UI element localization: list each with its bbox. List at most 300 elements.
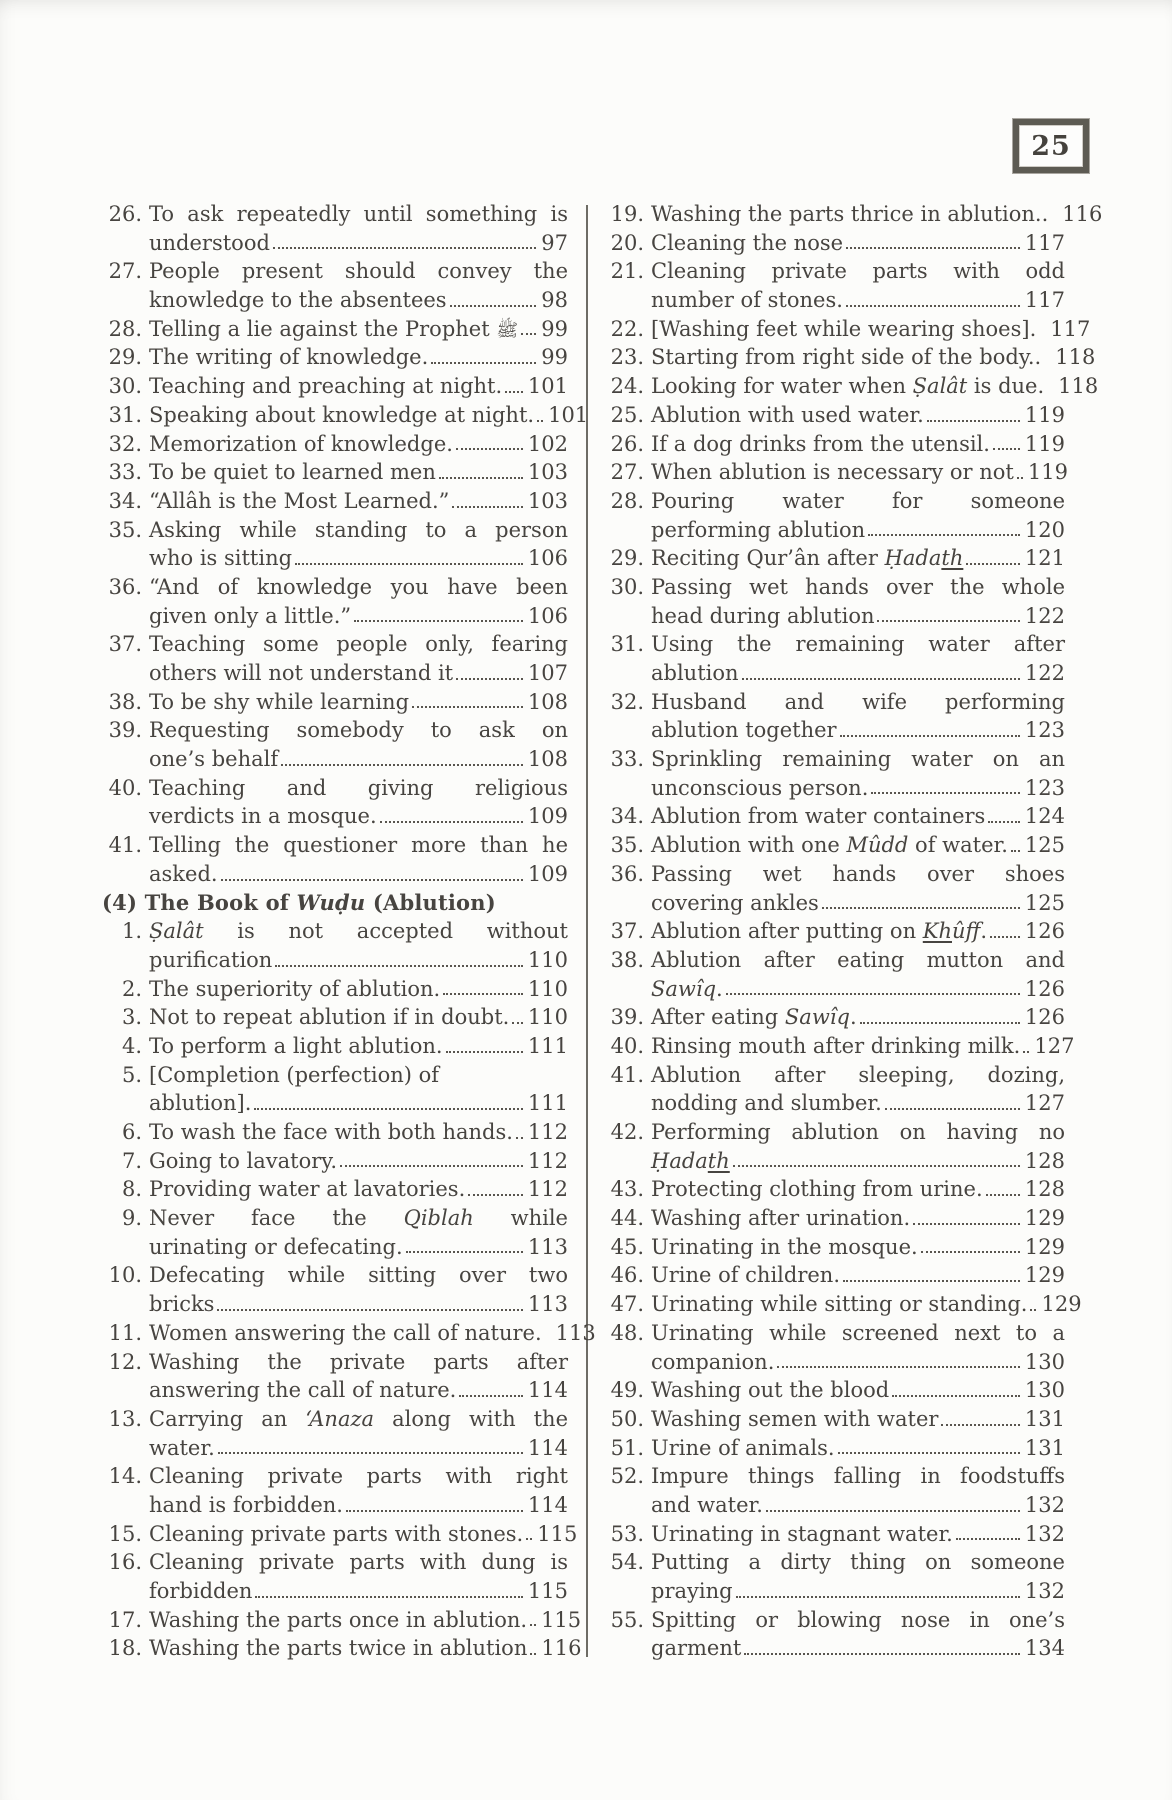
dotted-leader: [521, 333, 536, 335]
entry-number: 28.: [610, 488, 644, 513]
dotted-leader: [993, 448, 1020, 450]
toc-line: [604, 1348, 1065, 1377]
toc-entry: [604, 1204, 1065, 1233]
toc-line: [604, 1032, 1075, 1061]
entry-text: praying: [651, 1579, 733, 1603]
dotted-leader: [913, 1223, 1020, 1225]
toc-line: [604, 1376, 1065, 1405]
entry-text: To be quiet to learned men: [149, 460, 436, 485]
entry-number: 43.: [610, 1177, 644, 1202]
toc-line: [102, 1548, 568, 1577]
toc-line: [102, 1577, 568, 1606]
toc-line: [102, 1147, 568, 1176]
entry-text: purification: [149, 947, 273, 972]
entry-number: 47.: [610, 1292, 644, 1317]
entry-text: urinating or defecating.: [149, 1234, 403, 1259]
entry-number: 3.: [121, 1005, 142, 1030]
page-ref: 110: [527, 1005, 568, 1030]
entry-number: 34.: [108, 488, 142, 513]
toc-entry: [604, 343, 1096, 372]
dotted-leader: [777, 1366, 1020, 1368]
page-ref: 107: [527, 661, 568, 685]
page-ref: 121: [1024, 546, 1065, 571]
page-ref: 129: [1024, 1206, 1065, 1231]
dotted-leader: [468, 1194, 523, 1196]
entry-number: 46.: [610, 1263, 644, 1288]
toc-entry: [102, 774, 568, 831]
dotted-leader: [340, 1165, 523, 1167]
entry-text: Telling the questioner more than he: [149, 833, 568, 858]
entry-text: To be shy while learning: [149, 689, 410, 714]
toc-entry: [102, 1319, 596, 1348]
toc-line: [604, 430, 1065, 459]
entry-number: 40.: [108, 775, 142, 800]
entry-number: 38.: [610, 947, 644, 972]
dotted-leader: [456, 678, 523, 680]
page-ref: 98: [541, 288, 568, 313]
entry-text: The superiority of ablution.: [149, 976, 441, 1001]
dotted-leader: [254, 1108, 523, 1110]
entry-number: 17.: [108, 1607, 142, 1632]
entry-text: hand is forbidden.: [149, 1492, 343, 1517]
toc-entry: [102, 1462, 568, 1519]
entry-number: 41.: [610, 1062, 644, 1087]
toc-entry: [604, 1175, 1065, 1204]
toc-line: [604, 1434, 1065, 1463]
page-ref: 119: [1027, 460, 1068, 485]
page-ref: 102: [527, 431, 568, 456]
toc-line: [102, 917, 568, 946]
page-ref: 122: [1024, 661, 1065, 685]
page-ref: 117: [1050, 316, 1091, 341]
dotted-leader: [1023, 1051, 1029, 1053]
entry-text: [Washing feet while wearing shoes].: [651, 316, 1037, 341]
dotted-leader: [380, 821, 523, 823]
toc-line: [604, 458, 1068, 487]
toc-line: [102, 1348, 568, 1377]
dotted-leader: [459, 1395, 523, 1397]
page-ref: 99: [541, 345, 568, 370]
page-number: 25: [1031, 130, 1071, 162]
toc-line: [604, 1491, 1065, 1520]
toc-line: [604, 1462, 1065, 1491]
dotted-leader: [275, 965, 523, 967]
entry-text: Washing semen with water: [651, 1406, 939, 1431]
entry-text: The writing of knowledge.: [149, 345, 429, 370]
entry-number: 25.: [610, 402, 644, 427]
entry-number: 44.: [610, 1206, 644, 1231]
entry-number: 14.: [108, 1464, 142, 1489]
toc-line: [604, 688, 1065, 717]
entry-text: Ablution with one Mûdd of water.: [651, 833, 1008, 858]
entry-number: 42.: [610, 1120, 644, 1144]
dotted-leader: [295, 563, 523, 565]
toc-line: [102, 831, 568, 860]
dotted-leader: [218, 1452, 523, 1454]
entry-number: 1.: [121, 919, 142, 944]
entry-text: Ablution after sleeping, dozing,: [651, 1062, 1065, 1087]
entry-text: Starting from right side of the body..: [651, 345, 1042, 370]
toc-line: [604, 1118, 1065, 1147]
entry-number: 19.: [610, 202, 644, 226]
toc-entry: [102, 1204, 568, 1261]
entry-text: Washing the parts twice in ablution: [149, 1636, 528, 1661]
toc-line: [102, 745, 568, 774]
toc-line: [604, 1577, 1065, 1606]
entry-number: 27.: [108, 259, 142, 284]
dotted-leader: [822, 907, 1020, 909]
toc-line: [604, 1520, 1065, 1549]
entry-number: 21.: [610, 259, 644, 284]
toc-entry: [102, 1520, 578, 1549]
entry-number: 20.: [610, 230, 644, 255]
entry-text: Looking for water when Ṣalât is due.: [651, 374, 1045, 399]
entry-text: head during ablution: [651, 603, 875, 628]
toc-line: [604, 917, 1065, 946]
page-ref: 106: [527, 603, 568, 628]
page-ref: 115: [527, 1579, 568, 1603]
entry-text: Women answering the call of nature.: [149, 1320, 542, 1345]
toc-entry: [102, 831, 568, 888]
dotted-leader: [530, 1624, 536, 1626]
dotted-leader: [1017, 477, 1023, 479]
page-ref: 120: [1024, 517, 1065, 542]
toc-line: [604, 1089, 1065, 1118]
page-ref: 129: [1024, 1263, 1065, 1288]
entry-number: 41.: [108, 833, 142, 858]
dotted-leader: [221, 879, 523, 881]
dotted-leader: [412, 706, 523, 708]
entry-text: Defecating while sitting over two: [149, 1263, 568, 1288]
dotted-leader: [505, 391, 523, 393]
page-ref: 101: [527, 374, 568, 399]
dotted-leader: [840, 735, 1020, 737]
entry-text: Urinating while screened next to a: [651, 1320, 1065, 1345]
toc-entry: [604, 745, 1065, 802]
toc-line: [102, 1606, 582, 1635]
dotted-leader: [733, 1165, 1020, 1167]
page-ref: 103: [527, 488, 568, 513]
entry-text: To perform a light ablution.: [149, 1033, 443, 1058]
page-ref: 108: [527, 689, 568, 714]
entry-number: 8.: [121, 1177, 142, 1202]
page-ref: 128: [1024, 1177, 1065, 1202]
toc-line: [102, 200, 568, 229]
entry-text: Cleaning private parts with odd: [651, 259, 1065, 284]
toc-line: [102, 343, 568, 372]
entry-text: When ablution is necessary or not: [651, 460, 1014, 485]
toc-line: [604, 200, 1103, 229]
page-ref: 114: [527, 1435, 568, 1460]
entry-text: Telling a lie against the Prophet ﷺ: [149, 316, 519, 341]
toc-line: [102, 860, 568, 889]
entry-number: 5.: [121, 1062, 142, 1087]
entry-number: 23.: [610, 345, 644, 370]
dotted-leader: [860, 1022, 1020, 1024]
page-ref: 131: [1024, 1406, 1065, 1431]
entry-number: 26.: [108, 202, 142, 226]
entry-text: People present should convey the: [149, 259, 568, 284]
toc-line: [102, 1405, 568, 1434]
toc-line: [102, 516, 568, 545]
entry-number: 34.: [610, 804, 644, 829]
toc-entry: [102, 1405, 568, 1462]
toc-line: [102, 401, 589, 430]
entry-text: Teaching some people only, fearing: [149, 632, 568, 657]
page-ref: 126: [1024, 1005, 1065, 1030]
toc-entry: [604, 1462, 1065, 1519]
toc-line: [102, 1319, 596, 1348]
toc-line: [604, 229, 1065, 258]
toc-line: [604, 1233, 1065, 1262]
toc-entry: [102, 1261, 568, 1318]
dotted-leader: [843, 1280, 1020, 1282]
toc-section-header: [102, 889, 568, 918]
entry-number: 32.: [108, 431, 142, 456]
entry-text: Cleaning private parts with right: [149, 1464, 568, 1489]
entry-number: 37.: [108, 632, 142, 657]
dotted-leader: [1030, 1309, 1036, 1311]
dotted-leader: [892, 1395, 1020, 1397]
toc-entry: [604, 1405, 1065, 1434]
dotted-leader: [927, 420, 1020, 422]
dotted-leader: [439, 477, 523, 479]
toc-line: [102, 889, 568, 918]
entry-text: Ablution after eating mutton and: [651, 947, 1065, 972]
entry-number: 54.: [610, 1550, 644, 1575]
toc-line: [604, 1634, 1065, 1663]
entry-text: Washing the parts thrice in ablution..: [651, 202, 1049, 226]
toc-line: [102, 1520, 578, 1549]
toc-line: [102, 602, 568, 631]
entry-text: water.: [149, 1435, 215, 1460]
page-ref: 108: [527, 747, 568, 772]
toc-entry: [102, 1118, 568, 1147]
toc-right-column: [604, 200, 1103, 1663]
entry-number: 4.: [121, 1033, 142, 1058]
toc-line: [102, 802, 568, 831]
page-ref: 132: [1024, 1492, 1065, 1517]
entry-text: (4) The Book of Wuḍu (Ablution): [102, 889, 496, 915]
toc-entry: [604, 946, 1065, 1003]
toc-line: [604, 802, 1065, 831]
entry-text: who is sitting: [149, 546, 293, 571]
page-ref: 125: [1024, 833, 1065, 858]
dotted-leader: [516, 1137, 523, 1139]
entry-text: covering ankles: [651, 890, 819, 915]
toc-line: [102, 630, 568, 659]
entry-number: 28.: [108, 316, 142, 341]
dotted-leader: [354, 620, 523, 622]
toc-line: [604, 1175, 1065, 1204]
dotted-leader: [512, 1022, 523, 1024]
dotted-leader: [956, 1538, 1020, 1540]
page-ref: 110: [527, 947, 568, 972]
entry-number: 6.: [121, 1120, 142, 1144]
toc-entry: [102, 430, 568, 459]
toc-entry: [604, 1319, 1065, 1376]
entry-number: 2.: [121, 976, 142, 1001]
entry-number: 11.: [108, 1320, 142, 1345]
entry-number: 9.: [121, 1206, 142, 1231]
entry-text: Cleaning private parts with stones.: [149, 1521, 524, 1546]
toc-entry: [102, 516, 568, 573]
entry-number: 18.: [108, 1636, 142, 1661]
toc-entry: [604, 487, 1065, 544]
toc-entry: [604, 1548, 1065, 1605]
dotted-leader: [846, 305, 1020, 307]
toc-line: [102, 573, 568, 602]
page-ref: 103: [527, 460, 568, 485]
entry-number: 12.: [108, 1349, 142, 1374]
toc-line: [604, 774, 1065, 803]
toc-line: [102, 1118, 568, 1147]
page-ref: 111: [527, 1033, 568, 1058]
dotted-leader: [966, 563, 1020, 565]
toc-line: [102, 1233, 568, 1262]
toc-line: [102, 1175, 568, 1204]
entry-text: Passing wet hands over the whole: [651, 574, 1065, 599]
entry-number: 33.: [610, 747, 644, 772]
entry-text: ablution together: [651, 718, 837, 743]
entry-number: 13.: [108, 1406, 142, 1431]
toc-line: [102, 946, 568, 975]
dotted-leader: [456, 448, 523, 450]
toc-line: [604, 343, 1096, 372]
dotted-leader: [726, 993, 1020, 995]
page-ref: 123: [1024, 718, 1065, 743]
entry-number: 26.: [610, 431, 644, 456]
toc-entry: [102, 1548, 568, 1605]
toc-entry: [102, 1634, 582, 1663]
toc-entry: [604, 458, 1068, 487]
toc-entry: [102, 1606, 582, 1635]
entry-text: [Completion (perfection) of: [149, 1062, 440, 1087]
entry-text: answering the call of nature.: [149, 1378, 457, 1403]
toc-line: [604, 1147, 1065, 1176]
toc-entry: [604, 430, 1065, 459]
page-ref: 111: [527, 1091, 568, 1116]
toc-entry: [604, 229, 1065, 258]
toc-line: [604, 630, 1065, 659]
entry-text: Teaching and giving religious: [149, 775, 568, 800]
dotted-leader: [537, 420, 543, 422]
page-ref: 118: [1055, 345, 1096, 370]
toc-entry: [604, 1032, 1075, 1061]
page-ref: 132: [1024, 1579, 1065, 1603]
toc-line: [102, 774, 568, 803]
entry-text: Ablution with used water.: [651, 402, 924, 427]
page-ref: 112: [527, 1177, 568, 1202]
entry-text: Cleaning private parts with dung is: [149, 1550, 568, 1575]
toc-line: [604, 372, 1099, 401]
toc-line: [604, 1548, 1065, 1577]
toc-line: [102, 1376, 568, 1405]
toc-line: [102, 688, 568, 717]
toc-line: [102, 430, 568, 459]
entry-number: 27.: [610, 460, 644, 485]
toc-line: [604, 831, 1065, 860]
dotted-leader: [885, 1108, 1020, 1110]
entry-text: Urinating in the mosque.: [651, 1234, 918, 1259]
entry-text: Requesting somebody to ask on: [149, 718, 568, 743]
toc-line: [604, 401, 1065, 430]
entry-text: Providing water at lavatories.: [149, 1177, 466, 1202]
page-ref: 131: [1024, 1435, 1065, 1460]
entry-number: 38.: [108, 689, 142, 714]
toc-line: [604, 315, 1091, 344]
entry-number: 10.: [108, 1263, 142, 1288]
entry-text: Protecting clothing from urine.: [651, 1177, 983, 1202]
page-ref: 116: [541, 1636, 582, 1661]
page-ref: 129: [1024, 1234, 1065, 1259]
page-ref: 113: [555, 1320, 596, 1345]
dotted-leader: [877, 620, 1019, 622]
entry-number: 31.: [610, 632, 644, 657]
toc-entry: [102, 200, 568, 257]
entry-text: one’s behalf: [149, 747, 279, 772]
page-ref: 125: [1024, 890, 1065, 915]
dotted-leader: [281, 764, 523, 766]
dotted-leader: [736, 1596, 1020, 1598]
entry-number: 31.: [108, 402, 142, 427]
entry-text: bricks: [149, 1292, 215, 1317]
entry-text: Passing wet hands over shoes: [651, 861, 1065, 886]
dotted-leader: [273, 247, 536, 249]
entry-text: Ablution from water containers: [651, 804, 986, 829]
entry-text: After eating Sawîq.: [651, 1005, 857, 1030]
toc-line: [102, 315, 568, 344]
page-ref: 132: [1024, 1521, 1065, 1546]
entry-text: nodding and slumber.: [651, 1091, 882, 1116]
toc-entry: [604, 544, 1065, 573]
page-ref: 127: [1034, 1033, 1075, 1058]
entry-number: 48.: [610, 1320, 644, 1345]
toc-entry: [102, 401, 589, 430]
toc-entry: [102, 458, 568, 487]
entry-text: Husband and wife performing: [651, 689, 1065, 714]
toc-line: [102, 659, 568, 688]
page-ref: 129: [1041, 1292, 1082, 1317]
entry-number: 50.: [610, 1406, 644, 1431]
entry-text: Ḥadath: [651, 1148, 730, 1173]
toc-entry: [604, 1520, 1065, 1549]
toc-line: [102, 1634, 582, 1663]
toc-line: [604, 889, 1065, 918]
entry-text: To wash the face with both hands.: [149, 1120, 513, 1144]
page-ref: 113: [527, 1292, 568, 1317]
entry-number: 53.: [610, 1521, 644, 1546]
entry-text: garment: [651, 1636, 742, 1661]
toc-line: [102, 544, 568, 573]
entry-text: knowledge to the absentees: [149, 288, 447, 313]
dotted-leader: [346, 1510, 523, 1512]
toc-line: [604, 544, 1065, 573]
toc-entry: [102, 1175, 568, 1204]
toc-entry: [604, 831, 1065, 860]
page-ref: 126: [1024, 976, 1065, 1001]
dotted-leader: [450, 305, 537, 307]
page-ref: 97: [541, 230, 568, 255]
page-number-box: [1013, 119, 1089, 173]
page-ref: 134: [1024, 1636, 1065, 1661]
entry-text: Urine of children.: [651, 1263, 840, 1288]
toc-line: [102, 487, 568, 516]
toc-line: [604, 573, 1065, 602]
dotted-leader: [868, 534, 1020, 536]
toc-line: [604, 716, 1065, 745]
toc-entry: [102, 917, 568, 974]
